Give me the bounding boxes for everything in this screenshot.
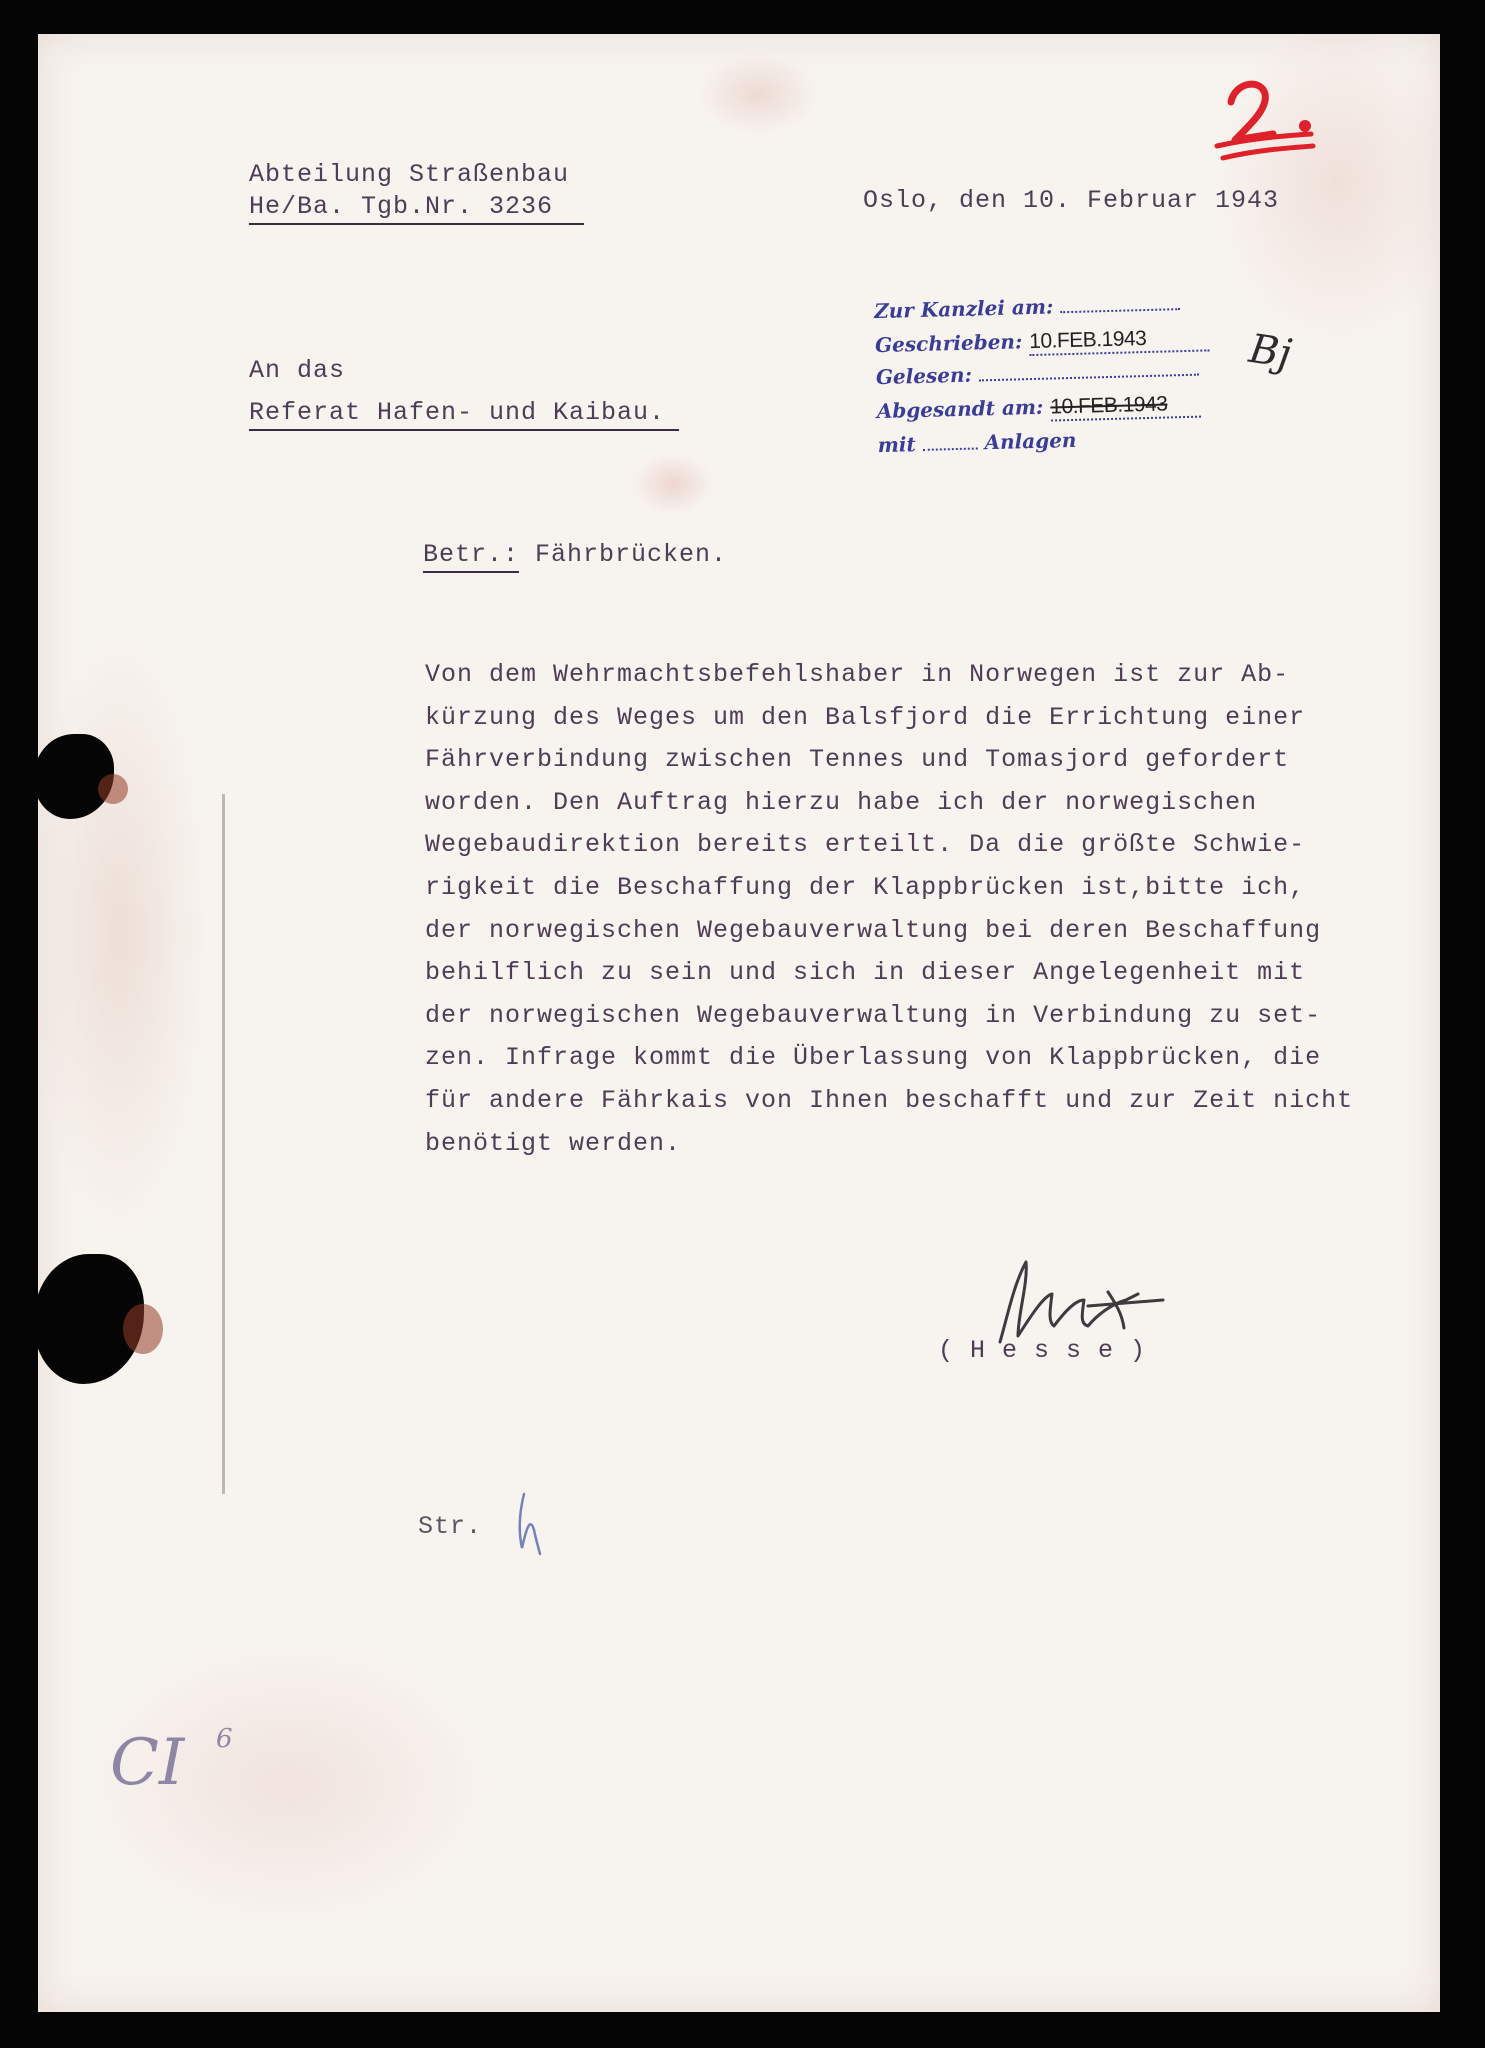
- body-line: Wegebaudirektion bereits erteilt. Da die größte Schwie-: [425, 830, 1306, 860]
- body-line: zen. Infrage kommt die Überlassung von Klappbrücken, die: [425, 1043, 1322, 1073]
- subject-line: [423, 540, 727, 569]
- fold-line: [222, 794, 225, 1494]
- punch-hole-top: [34, 734, 114, 819]
- page-number-mark: [1213, 74, 1323, 164]
- place-date: Oslo, den 10. Februar 1943: [863, 186, 1280, 215]
- stamp-written-date: 10.FEB.1943: [1028, 327, 1147, 354]
- recipient-line-2: Referat Hafen- und Kaibau.: [249, 398, 679, 431]
- body-line: Fährverbindung zwischen Tennes und Tomasjord gefordert: [425, 745, 1290, 775]
- stamp-written-label: Geschrieben:: [874, 329, 1023, 358]
- body-line: rigkeit die Beschaffung der Klappbrücken ist,bitte ich,: [425, 872, 1306, 902]
- stamp-initials: Bj: [1246, 325, 1295, 378]
- body-line: Von dem Wehrmachtsbefehlshaber in Norwegen ist zur Ab-: [425, 660, 1290, 689]
- archive-mark: CI: [110, 1726, 185, 1800]
- document-page: [38, 34, 1440, 2012]
- archive-mark-sub: 6: [216, 1724, 233, 1754]
- body-line: kürzung des Weges um den Balsfjord die Errichtung einer: [425, 702, 1306, 732]
- subject-text: Fährbrücken.: [535, 540, 728, 569]
- body-line: behilflich zu sein und sich in dieser Angelegenheit mit: [425, 958, 1306, 988]
- body-line: worden. Den Auftrag hierzu habe ich der norwegischen: [425, 787, 1258, 817]
- body-line: für andere Fährkais von Ihnen beschafft und zur Zeit nicht: [425, 1085, 1354, 1115]
- recipient-line-1: An das: [249, 356, 346, 385]
- sender-reference: He/Ba. Tgb.Nr. 3236: [249, 192, 584, 225]
- body-line: der norwegischen Wegebauverwaltung in Verbindung zu set-: [425, 1000, 1322, 1030]
- stamp-read-label: Gelesen:: [875, 362, 973, 390]
- signatory-name: ( H e s s e ): [938, 1336, 1147, 1365]
- body-line: benötigt werden.: [425, 1128, 682, 1158]
- body-line: der norwegischen Wegebauverwaltung bei deren Beschaffung: [425, 915, 1322, 945]
- rust-stain: [98, 774, 128, 804]
- stamp-sent-label: Abgesandt am:: [876, 394, 1044, 424]
- stamp-line-1: Zur Kanzlei am:: [873, 294, 1054, 324]
- stamp-enclosure-prefix: mit: [877, 432, 916, 458]
- stamp-sent-date: 10.FEB.1943: [1050, 392, 1168, 419]
- pencil-tick-mark: [512, 1490, 552, 1560]
- sender-department: Abteilung Straßenbau: [249, 160, 570, 189]
- rust-stain: [123, 1304, 163, 1354]
- stamp-enclosure-suffix: Anlagen: [984, 427, 1077, 455]
- office-stamp: [873, 289, 1295, 469]
- subject-label: Betr.:: [423, 540, 519, 573]
- letter-body: [425, 654, 1425, 1165]
- footer-str: Str.: [418, 1512, 483, 1541]
